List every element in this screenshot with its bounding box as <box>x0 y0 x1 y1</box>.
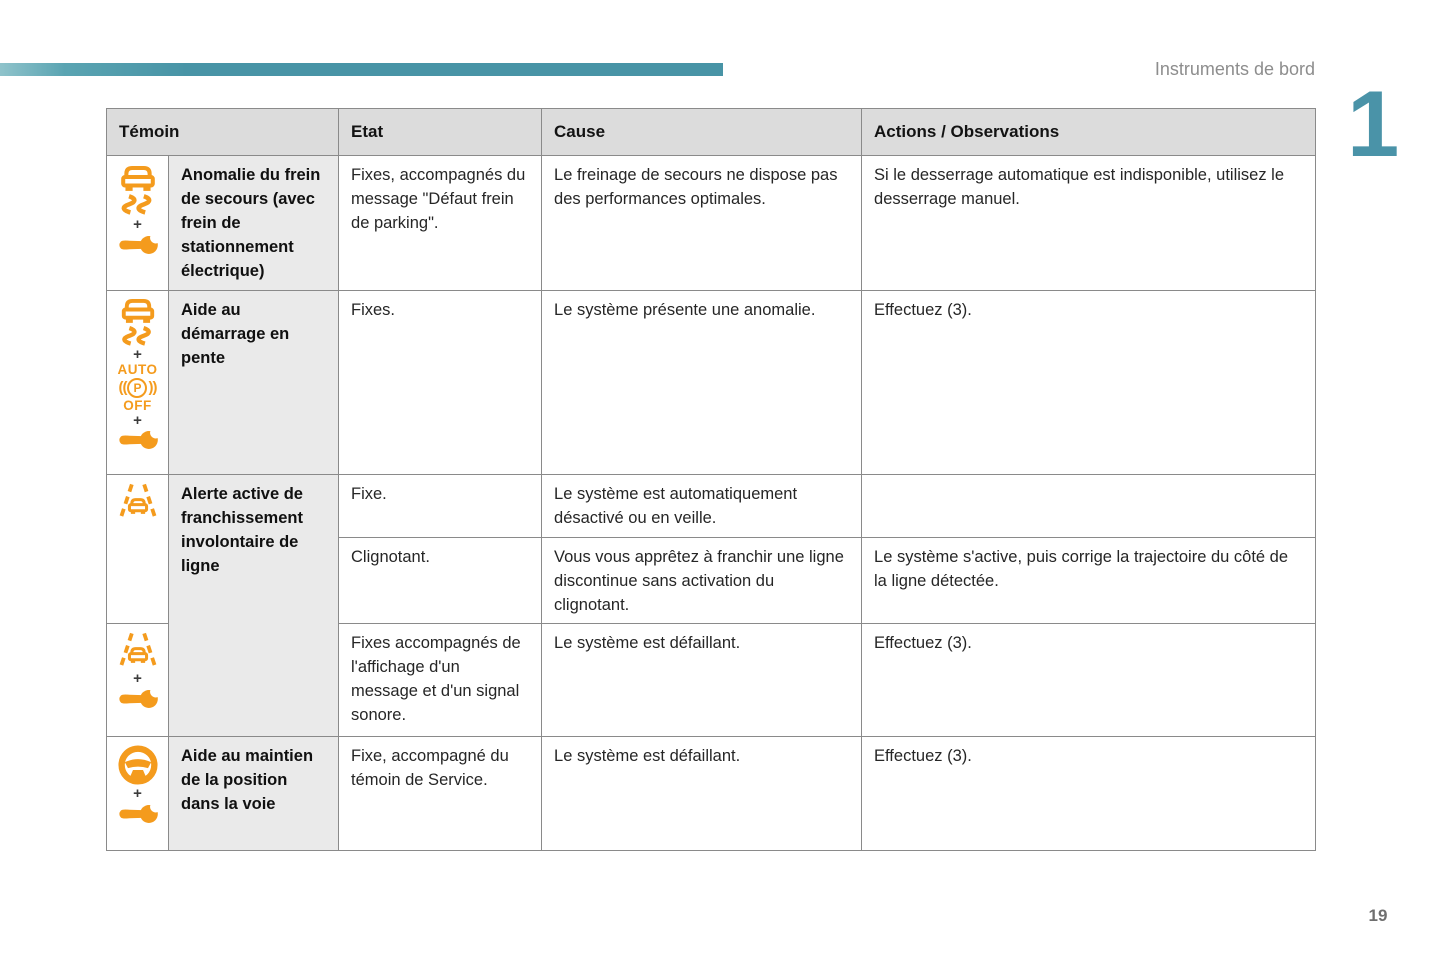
esc-warning-icon <box>118 297 158 347</box>
cause-cell: Vous vous apprêtez à franchir une ligne discontinue sans activation du clignotant. <box>542 538 862 624</box>
wrench-icon <box>117 688 159 710</box>
plus-symbol: + <box>133 785 142 802</box>
table-row <box>107 291 1316 475</box>
action-cell: Effectuez (3). <box>862 624 1316 737</box>
etat-cell: Fixe, accompagné du témoin de Service. <box>339 737 542 851</box>
temoin-icon-cell <box>107 737 169 851</box>
cause-cell: Le système est défaillant. <box>542 624 862 737</box>
cause-cell: Le freinage de secours ne dispose pas des performances optimales. <box>542 156 862 291</box>
cause-cell: Le système présente une anomalie. <box>542 291 862 475</box>
plus-symbol: + <box>133 412 142 429</box>
etat-cell: Fixes accompagnés de l'affichage d'un message et d'un signal sonore. <box>339 624 542 737</box>
lane-departure-icon <box>117 483 159 521</box>
temoin-label: Aide au maintien de la position dans la voie <box>169 737 339 851</box>
temoin-icon-cell <box>107 624 169 737</box>
parking-brake-symbol: (( P )) <box>118 379 157 396</box>
steering-wheel-icon <box>118 745 158 785</box>
wrench-icon <box>117 429 159 451</box>
plus-symbol: + <box>133 216 142 233</box>
plus-symbol: + <box>133 346 142 363</box>
action-cell: Si le desserrage automatique est indisponible, utilisez le desserrage manuel. <box>862 156 1316 291</box>
temoin-label: Alerte active de franchissement involontaire de ligne <box>169 475 339 737</box>
action-cell <box>862 475 1316 538</box>
action-cell: Effectuez (3). <box>862 737 1316 851</box>
col-header-cause: Cause <box>542 109 862 156</box>
chapter-number: 1 <box>1347 71 1400 176</box>
action-cell: Effectuez (3). <box>862 291 1316 475</box>
col-header-actions: Actions / Observations <box>862 109 1316 156</box>
temoin-label: Anomalie du frein de secours (avec frein de stationnement électrique) <box>169 156 339 291</box>
esc-warning-icon <box>117 164 159 216</box>
table-row <box>107 156 1316 291</box>
lane-departure-icon <box>117 632 159 670</box>
temoin-icon-cell <box>107 475 169 624</box>
accent-bar <box>0 63 723 76</box>
wrench-icon <box>117 803 159 825</box>
table-header-row <box>107 109 1316 156</box>
warning-lights-table <box>106 108 1316 851</box>
table-row <box>107 737 1316 851</box>
page-number: 19 <box>1368 906 1388 925</box>
etat-cell: Fixes, accompagnés du message "Défaut frein de parking". <box>339 156 542 291</box>
etat-cell: Fixes. <box>339 291 542 475</box>
action-cell: Le système s'active, puis corrige la trajectoire du côté de la ligne détectée. <box>862 538 1316 624</box>
etat-cell: Fixe. <box>339 475 542 538</box>
col-header-etat: Etat <box>339 109 542 156</box>
temoin-icon-cell <box>107 291 169 475</box>
temoin-label: Aide au démarrage en pente <box>169 291 339 475</box>
section-title: Instruments de bord <box>1154 59 1315 79</box>
plus-symbol: + <box>133 670 142 687</box>
col-header-temoin: Témoin <box>107 109 339 156</box>
table-row <box>107 475 1316 538</box>
wrench-icon <box>117 234 159 256</box>
etat-cell: Clignotant. <box>339 538 542 624</box>
cause-cell: Le système est défaillant. <box>542 737 862 851</box>
temoin-icon-cell <box>107 156 169 291</box>
auto-park-off-icon: AUTO (( P )) OFF <box>117 362 158 413</box>
cause-cell: Le système est automatiquement désactivé ou en veille. <box>542 475 862 538</box>
